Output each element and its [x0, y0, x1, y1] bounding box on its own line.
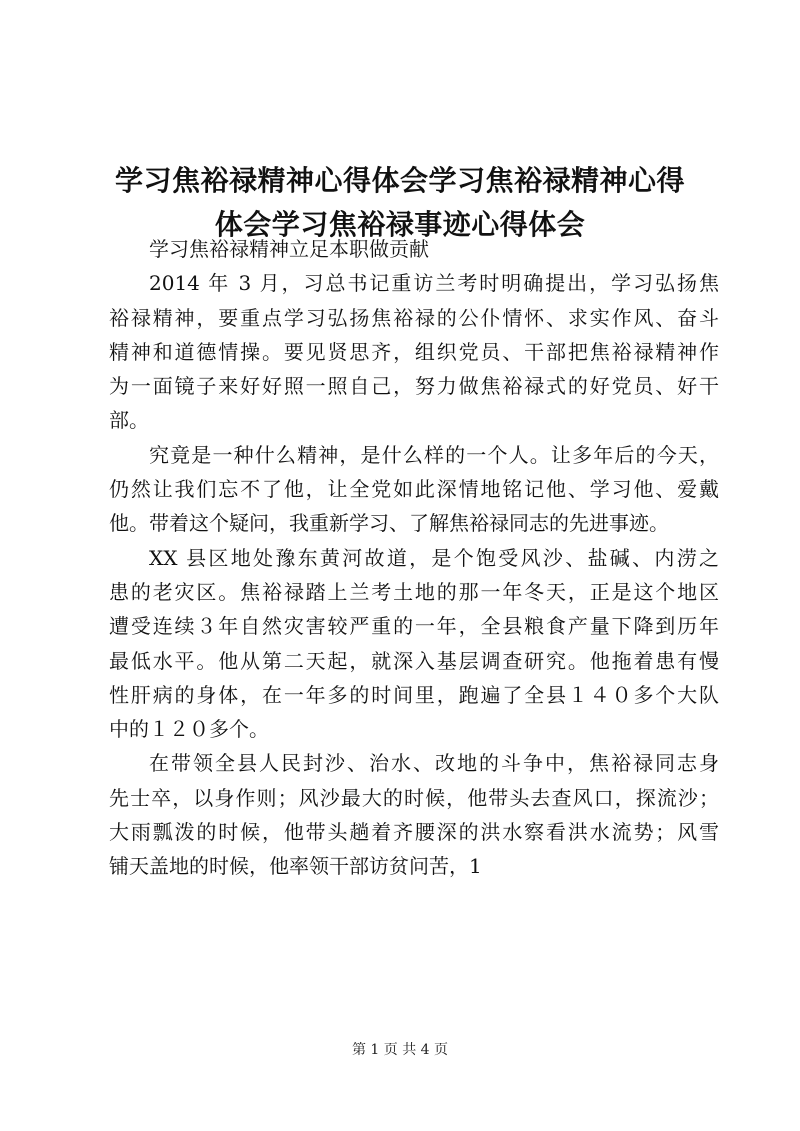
paragraph-1	[109, 266, 719, 437]
paragraph-line: 在带领全县人民封沙、治水、改地的斗争中，焦裕禄同志身	[149, 751, 719, 776]
paragraph-line: 中的１２０多个。	[109, 717, 269, 742]
paragraph-line: 患的老灾区。焦裕禄踏上兰考土地的那一年冬天，正是这个地区	[109, 579, 719, 604]
paragraph-line: XX 县区地处豫东黄河故道，是个饱受风沙、盐碱、内涝之	[149, 545, 719, 570]
paragraph-line: 为一面镜子来好好照一照自己，努力做焦裕禄式的好党员、好干	[109, 374, 719, 399]
paragraph-line: 仍然让我们忘不了他，让全党如此深情地铭记他、学习他、爱戴	[109, 477, 719, 502]
paragraph-line: 究竟是一种什么精神，是什么样的一个人。让多年后的今天，	[149, 442, 719, 467]
paragraph-line: 裕禄精神，要重点学习弘扬焦裕禄的公仆情怀、求实作风、奋斗	[109, 305, 719, 330]
paragraph-line: 大雨瓢泼的时候，他带头趟着齐腰深的洪水察看洪水流势；风雪	[109, 820, 719, 845]
paragraph-line: 性肝病的身体，在一年多的时间里，跑遍了全县１４０多个大队	[109, 682, 719, 707]
paragraph-line: 铺天盖地的时候，他率领干部访贫问苦，1	[109, 854, 482, 879]
paragraph-3	[109, 541, 719, 747]
paragraph-line: 学习焦裕禄精神立足本职做贡献	[149, 237, 429, 261]
paragraph-line: 他。带着这个疑问，我重新学习、了解焦裕禄同志的先进事迹。	[109, 511, 669, 536]
paragraph-2	[109, 438, 719, 541]
document-body	[109, 232, 719, 884]
title-line-2: 体会学习焦裕禄事迹心得体会	[214, 207, 586, 241]
paragraph-line: 部。	[109, 408, 149, 433]
title-line-1: 学习焦裕禄精神心得体会学习焦裕禄精神心得	[114, 163, 685, 197]
paragraph-4	[109, 746, 719, 883]
subtitle-paragraph	[109, 232, 719, 266]
paragraph-line: 2014 年 3 月，习总书记重访兰考时明确提出，学习弘扬焦	[149, 271, 719, 296]
paragraph-line: 遭受连续３年自然灾害较严重的一年，全县粮食产量下降到历年	[109, 614, 719, 639]
paragraph-line: 精神和道德情操。要见贤思齐，组织党员、干部把焦裕禄精神作	[109, 339, 719, 364]
paragraph-line: 最低水平。他从第二天起，就深入基层调查研究。他拖着患有慢	[109, 648, 719, 673]
paragraph-line: 先士卒，以身作则；风沙最大的时候，他带头去查风口，探流沙；	[109, 785, 719, 810]
page-number-footer: 第 1 页 共 4 页	[351, 1042, 449, 1058]
